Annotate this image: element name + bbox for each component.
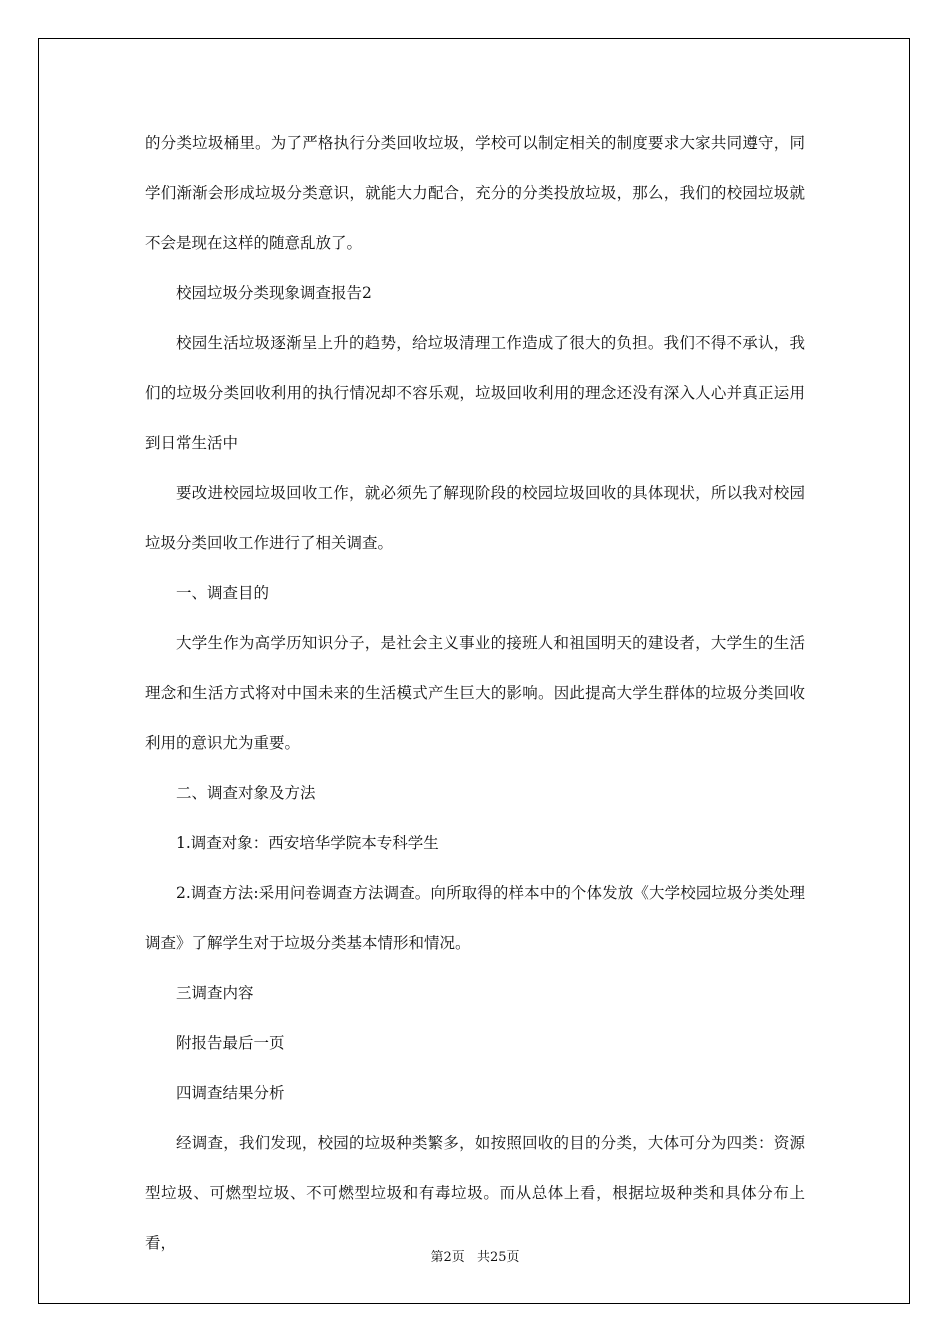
paragraph: 三调查内容 <box>176 984 254 1002</box>
paragraph: 2.调查方法:采用问卷调查方法调查。向所取得的样本中的个体发放《大学校园垃圾分类处理调查》了解学生对于垃圾分类基本情形和情况。 <box>145 884 805 952</box>
paragraph: 校园生活垃圾逐渐呈上升的趋势，给垃圾清理工作造成了很大的负担。我们不得不承认，我们的垃圾分类回收利用的执行情况却不容乐观，垃圾回收利用的理念还没有深入人心并真正运用到日常生活中 <box>145 334 805 452</box>
page-total: 共25页 <box>476 1250 520 1265</box>
paragraph: 一、调查目的 <box>176 584 270 602</box>
paragraph: 经调查，我们发现，校园的垃圾种类繁多，如按照回收的目的分类，大体可分为四类：资源型垃圾、可燃型垃圾、不可燃型垃圾和有毒垃圾。而从总体上看，根据垃圾种类和具体分布上看， <box>145 1134 805 1252</box>
paragraph: 二、调查对象及方法 <box>176 784 316 802</box>
paragraph: 四调查结果分析 <box>176 1084 285 1102</box>
paragraph: 的分类垃圾桶里。为了严格执行分类回收垃圾，学校可以制定相关的制度要求大家共同遵守，同学们渐渐会形成垃圾分类意识，就能大力配合，充分的分类投放垃圾，那么，我们的校园垃圾就不会是现在这样的随意乱放了。 <box>145 134 805 252</box>
paragraph: 要改进校园垃圾回收工作，就必须先了解现阶段的校园垃圾回收的具体现状，所以我对校园垃圾分类回收工作进行了相关调查。 <box>145 484 805 552</box>
paragraph: 校园垃圾分类现象调查报告2 <box>176 284 372 302</box>
page-footer <box>0 1246 950 1265</box>
paragraph: 大学生作为高学历知识分子，是社会主义事业的接班人和祖国明天的建设者，大学生的生活理念和生活方式将对中国未来的生活模式产生巨大的影响。因此提高大学生群体的垃圾分类回收利用的意识尤为重要。 <box>145 634 805 752</box>
page-number: 第2页 <box>430 1250 465 1265</box>
document-body <box>145 118 805 1268</box>
paragraph: 附报告最后一页 <box>176 1034 285 1052</box>
paragraph: 1.调查对象：西安培华学院本专科学生 <box>176 834 439 852</box>
